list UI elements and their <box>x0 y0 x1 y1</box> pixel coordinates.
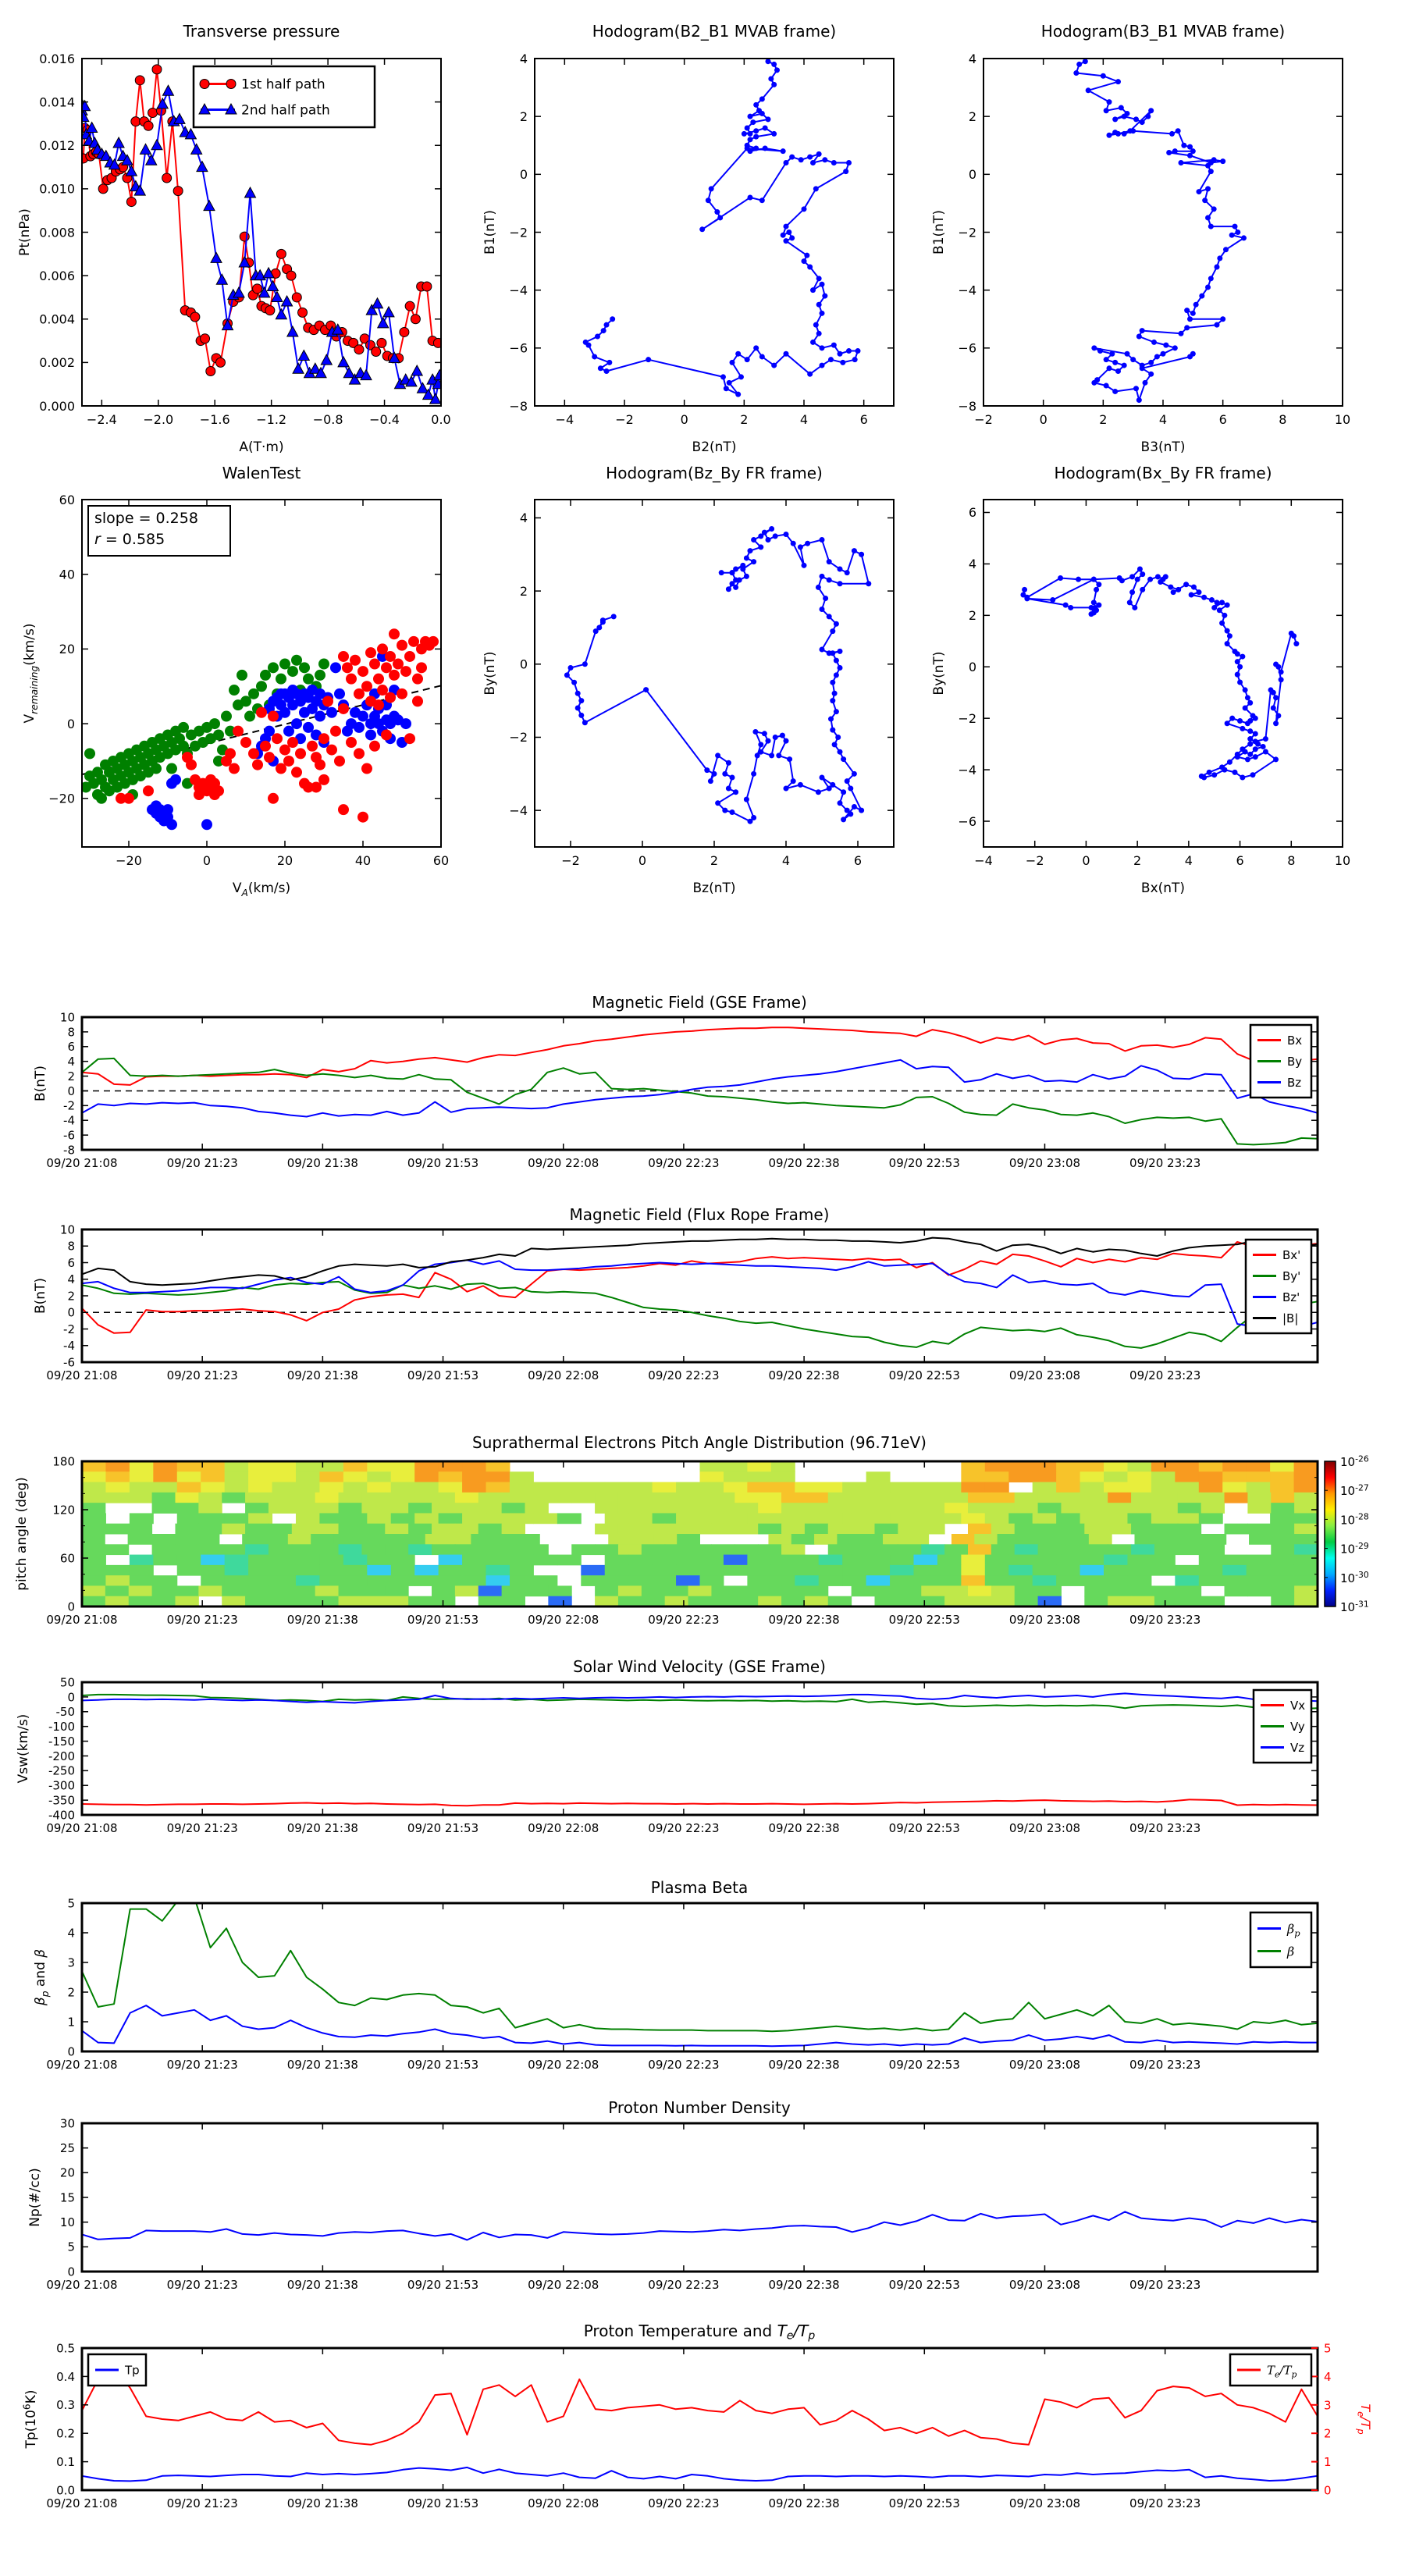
x-tick-label: 09/20 23:23 <box>1129 2496 1201 2510</box>
legend-label: Vy <box>1290 1719 1305 1734</box>
series-B <box>82 1897 1318 2031</box>
proton-temperature-panel <box>22 2341 1373 2510</box>
right-tick-label: 0 <box>1324 2483 1332 2498</box>
x-tick-label: 09/20 21:53 <box>407 1821 479 1835</box>
y-tick-label: −4 <box>509 802 528 818</box>
x-tick-label: 09/20 23:08 <box>1008 2496 1081 2510</box>
y-tick-label: -2 <box>63 1322 75 1336</box>
x-tick-label: 09/20 21:53 <box>407 2496 479 2510</box>
x-tick-label: 09/20 21:38 <box>286 2058 358 2072</box>
y-tick-label: 0 <box>968 660 976 675</box>
y-tick-label: −2 <box>958 710 976 726</box>
right-tick-label: 1 <box>1324 2455 1332 2470</box>
x-tick-label: 09/20 22:53 <box>888 2278 960 2292</box>
x-tick-label: 09/20 21:53 <box>407 2058 479 2072</box>
series-|B| <box>82 1238 1318 1286</box>
walen-test-panel <box>22 493 449 898</box>
x-tick-label: 09/20 23:08 <box>1008 2058 1081 2072</box>
x-tick-label: 09/20 23:08 <box>1008 1613 1081 1627</box>
y-tick-label: 0 <box>519 167 528 183</box>
y-tick-label: 40 <box>59 567 75 582</box>
series-Bp <box>82 2005 1318 2046</box>
x-tick-label: 09/20 23:23 <box>1129 2278 1201 2292</box>
x-tick-label: 8 <box>1279 412 1287 427</box>
x-tick-label: 09/20 21:53 <box>407 2278 479 2292</box>
x-tick-label: 8 <box>1287 853 1296 868</box>
y-tick-label: 0.1 <box>56 2455 75 2469</box>
x-tick-label: 09/20 21:38 <box>286 2496 358 2510</box>
solar-wind-velocity-legend <box>1254 1690 1311 1763</box>
proton-temperature-ylabel: $Tp(10^6K)$ <box>21 2389 39 2449</box>
x-tick-label: −4 <box>974 853 993 868</box>
x-tick-label: 09/20 22:38 <box>768 2058 840 2072</box>
y-tick-label: -150 <box>48 1734 75 1749</box>
x-tick-label: 0.0 <box>431 412 451 427</box>
x-tick-label: 09/20 23:08 <box>1008 1156 1081 1170</box>
y-tick-label: −2 <box>509 730 528 745</box>
y-tick-label: 4 <box>968 557 976 572</box>
colorbar-tick-label: $10^{-28}$ <box>1340 1511 1369 1528</box>
x-tick-label: 09/20 22:23 <box>648 2058 720 2072</box>
y-tick-label: 0.008 <box>39 225 75 240</box>
legend-label: By <box>1287 1054 1303 1069</box>
magnetic-field-fr-legend <box>1246 1240 1311 1333</box>
x-tick-label: 09/20 21:38 <box>286 1156 358 1170</box>
x-tick-label: 09/20 21:08 <box>46 1368 118 1382</box>
stats-line: slope = 0.258 <box>94 510 198 527</box>
x-tick-label: 09/20 23:08 <box>1008 1368 1081 1382</box>
y-tick-label: 0 <box>67 1599 75 1614</box>
magnetic-field-gse-panel <box>33 1010 1318 1170</box>
x-tick-label: 09/20 21:23 <box>166 2496 238 2510</box>
panel-title: Solar Wind Velocity (GSE Frame) <box>573 1657 826 1676</box>
y-tick-label: -6 <box>63 1355 75 1370</box>
x-tick-label: 09/20 22:23 <box>648 1613 720 1627</box>
y-tick-label: 0.004 <box>39 311 75 327</box>
panel-title: Hodogram(Bx_By FR frame) <box>1054 464 1272 482</box>
y-tick-label: -6 <box>63 1128 75 1143</box>
y-tick-label: -200 <box>48 1749 75 1763</box>
x-tick-label: 09/20 23:23 <box>1129 1156 1201 1170</box>
y-tick-label: 1 <box>67 2015 75 2030</box>
electron-pad-panel <box>14 1453 1369 1627</box>
y-tick-label: -100 <box>48 1720 75 1735</box>
plasma-beta-legend <box>1250 1912 1311 1967</box>
y-tick-label: 3 <box>67 1955 75 1970</box>
x-tick-label: 09/20 21:08 <box>46 1156 118 1170</box>
y-tick-label: 120 <box>52 1503 75 1517</box>
x-tick-label: 6 <box>1218 412 1227 427</box>
x-tick-label: 10 <box>1334 412 1351 427</box>
x-tick-label: −2.0 <box>143 412 174 427</box>
magnetic-field-gse-ylabel: B(nT) <box>33 1065 48 1102</box>
y-tick-label: −4 <box>509 283 528 298</box>
y-tick-label: −4 <box>958 762 976 777</box>
colorbar-tick-label: $10^{-30}$ <box>1340 1570 1369 1585</box>
y-tick-label: −8 <box>958 398 976 414</box>
y-tick-label: 0.010 <box>39 181 75 197</box>
x-tick-label: −4 <box>555 412 574 427</box>
plasma-beta-panel <box>33 1896 1318 2072</box>
y-tick-label: -250 <box>48 1763 75 1778</box>
y-tick-label: 0.006 <box>39 268 75 283</box>
legend-label: β <box>1287 1944 1295 1959</box>
proton-temperature-legend <box>88 2354 146 2386</box>
x-tick-label: 09/20 22:38 <box>768 1613 840 1627</box>
legend-label: Bz <box>1287 1075 1302 1090</box>
y-tick-label: 2 <box>519 109 528 124</box>
y-tick-label: 0 <box>67 1083 75 1098</box>
x-tick-label: 09/20 22:23 <box>648 1821 720 1835</box>
colorbar-tick-label: $10^{-27}$ <box>1340 1482 1369 1499</box>
y-tick-label: 0 <box>67 1690 75 1705</box>
series-Np <box>82 2211 1318 2240</box>
x-tick-label: 09/20 22:53 <box>888 2058 960 2072</box>
y-tick-label: −4 <box>958 283 976 298</box>
right-tick-label: 4 <box>1324 2369 1332 2384</box>
x-tick-label: −0.8 <box>312 412 343 427</box>
y-tick-label: 0.0 <box>56 2483 75 2498</box>
x-tick-label: 20 <box>276 853 293 868</box>
y-tick-label: 2 <box>67 1069 75 1083</box>
colorbar <box>1325 1461 1336 1606</box>
right-tick-label: 3 <box>1324 2398 1332 2413</box>
y-tick-label: −2 <box>958 225 976 240</box>
x-tick-label: −2 <box>561 853 580 868</box>
hodogram-bz-by-ylabel: By(nT) <box>482 651 498 696</box>
x-tick-label: 09/20 21:38 <box>286 1821 358 1835</box>
hodogram-bz-by-xlabel: Bz(nT) <box>692 881 736 896</box>
y-tick-label: 25 <box>59 2141 75 2156</box>
legend-label: Bz' <box>1282 1290 1300 1304</box>
panel-title: WalenTest <box>222 464 301 482</box>
plasma-beta-ylabel: $\beta_p$ and β <box>33 1948 51 2006</box>
y-tick-label: 15 <box>59 2190 75 2205</box>
x-tick-label: 09/20 21:08 <box>46 2058 118 2072</box>
x-tick-label: 09/20 21:23 <box>166 1368 238 1382</box>
series-Bx <box>82 1027 1318 1085</box>
y-tick-label: -4 <box>63 1113 75 1128</box>
walen-test-xlabel: $V_A(km/s)$ <box>232 881 291 898</box>
x-tick-label: −2.4 <box>86 412 117 427</box>
x-tick-label: 4 <box>799 412 809 427</box>
y-tick-label: 0 <box>66 716 75 731</box>
x-tick-label: 09/20 21:23 <box>166 2278 238 2292</box>
x-tick-label: 09/20 22:08 <box>528 2058 599 2072</box>
x-tick-label: 09/20 22:53 <box>888 1613 960 1627</box>
hodogram-b2-b1-panel <box>482 52 894 455</box>
series-B2_B1 <box>583 59 861 397</box>
right-tick-label: 5 <box>1324 2341 1332 2356</box>
legend-label: $\beta_p$ <box>1287 1921 1300 1939</box>
x-tick-label: 09/20 22:08 <box>528 2496 599 2510</box>
y-tick-label: -300 <box>48 1778 75 1793</box>
x-tick-label: 4 <box>781 853 791 868</box>
series-Tp <box>82 2467 1318 2482</box>
y-tick-label: 0.016 <box>39 51 75 66</box>
x-tick-label: 09/20 22:38 <box>768 2496 840 2510</box>
x-tick-label: 09/20 22:53 <box>888 1156 960 1170</box>
x-tick-label: 0 <box>1082 853 1090 868</box>
x-tick-label: 09/20 22:23 <box>648 1368 720 1382</box>
y-tick-label: 0.002 <box>39 355 75 371</box>
x-tick-label: 09/20 23:08 <box>1008 2278 1081 2292</box>
x-tick-label: 09/20 21:38 <box>286 2278 358 2292</box>
x-tick-label: 09/20 22:53 <box>888 1368 960 1382</box>
x-tick-label: 2 <box>1099 412 1108 427</box>
legend-label: Bx <box>1287 1033 1303 1048</box>
y-tick-label: −20 <box>48 791 75 806</box>
y-tick-label: 0 <box>519 656 528 672</box>
x-tick-label: 2 <box>740 412 749 427</box>
transverse-pressure-panel <box>17 52 451 455</box>
series-Bz_By <box>564 526 871 824</box>
x-tick-label: 09/20 22:08 <box>528 2278 599 2292</box>
x-tick-label: 09/20 21:23 <box>166 1613 238 1627</box>
x-tick-label: −20 <box>116 853 142 868</box>
y-tick-label: −6 <box>509 340 528 356</box>
series-Te/Tp <box>82 2368 1318 2445</box>
x-tick-label: 09/20 22:23 <box>648 2496 720 2510</box>
y-tick-label: 8 <box>67 1025 75 1040</box>
magnetic-field-fr-panel <box>33 1222 1318 1382</box>
proton-temperature-right-ylabel: $T_e/T_p$ <box>1355 2403 1373 2435</box>
y-tick-label: 60 <box>59 1551 75 1566</box>
hodogram-b3-b1-xlabel: B3(nT) <box>1140 439 1186 455</box>
y-tick-label: 60 <box>59 492 75 507</box>
transverse-pressure-legend <box>194 66 375 127</box>
y-tick-label: −6 <box>958 813 976 829</box>
hodogram-bx-by-panel <box>931 500 1350 896</box>
y-tick-label: 4 <box>67 1055 75 1069</box>
x-tick-label: 09/20 23:23 <box>1129 1368 1201 1382</box>
y-tick-label: 50 <box>59 1675 75 1690</box>
panel-title: Hodogram(B2_B1 MVAB frame) <box>592 22 837 41</box>
y-tick-label: 180 <box>52 1454 75 1469</box>
colorbar-tick-label: $10^{-26}$ <box>1340 1453 1369 1469</box>
hodogram-b2-b1-ylabel: B1(nT) <box>482 210 498 254</box>
solar-wind-velocity-panel <box>16 1675 1318 1835</box>
y-tick-label: 2 <box>519 583 528 599</box>
magnetic-field-fr-ylabel: B(nT) <box>33 1277 48 1315</box>
x-tick-label: 4 <box>1158 412 1168 427</box>
legend-label: 2nd half path <box>241 102 330 119</box>
electron-pad-ylabel: pitch angle (deg) <box>14 1477 30 1591</box>
x-tick-label: 0 <box>638 853 647 868</box>
series-Bz' <box>82 1260 1318 1329</box>
hodogram-bx-by-ylabel: By(nT) <box>931 651 947 696</box>
stats-line: r = 0.585 <box>94 531 165 548</box>
y-tick-label: 0 <box>67 1305 75 1320</box>
x-tick-label: −2 <box>1025 853 1044 868</box>
x-tick-label: 09/20 22:08 <box>528 1613 599 1627</box>
x-tick-label: 2 <box>1133 853 1142 868</box>
solar-wind-velocity-ylabel: Vsw(km/s) <box>16 1713 31 1784</box>
y-tick-label: -400 <box>48 1808 75 1823</box>
x-tick-label: 6 <box>859 412 868 427</box>
y-tick-label: 5 <box>67 1896 75 1911</box>
y-tick-label: -50 <box>55 1705 75 1720</box>
right-tick-label: 2 <box>1324 2426 1332 2441</box>
panel-title: Proton Temperature and Te/Tp <box>583 2322 816 2343</box>
panel-title: Magnetic Field (Flux Rope Frame) <box>569 1205 830 1224</box>
panel-title: Transverse pressure <box>183 22 340 41</box>
walen-test-ylabel: $V_{remaining}(km/s)$ <box>22 623 40 724</box>
transverse-pressure-xlabel: A(T·m) <box>239 439 284 455</box>
x-tick-label: 09/20 21:23 <box>166 1821 238 1835</box>
x-tick-label: 2 <box>710 853 719 868</box>
y-tick-label: 20 <box>59 642 75 657</box>
x-tick-label: 09/20 21:08 <box>46 2496 118 2510</box>
x-tick-label: 60 <box>432 853 450 868</box>
x-tick-label: 4 <box>1184 853 1193 868</box>
x-tick-label: 6 <box>853 853 863 868</box>
y-tick-label: −6 <box>958 340 976 356</box>
x-tick-label: 10 <box>1334 853 1351 868</box>
x-tick-label: 09/20 22:08 <box>528 1821 599 1835</box>
y-tick-label: 2 <box>968 608 976 624</box>
x-tick-label: 09/20 22:53 <box>888 2496 960 2510</box>
y-tick-label: 4 <box>519 511 528 526</box>
x-tick-label: 09/20 22:38 <box>768 1156 840 1170</box>
hodogram-b3-b1-panel <box>931 52 1350 455</box>
y-tick-label: 8 <box>67 1239 75 1254</box>
y-tick-label: −2 <box>509 225 528 240</box>
series-By' <box>82 1282 1318 1348</box>
x-tick-label: −0.4 <box>369 412 400 427</box>
x-tick-label: 09/20 21:53 <box>407 1368 479 1382</box>
x-tick-label: 09/20 23:23 <box>1129 1613 1201 1627</box>
legend-label: 1st half path <box>241 76 325 93</box>
y-tick-label: 2 <box>968 109 976 124</box>
x-tick-label: 09/20 22:38 <box>768 1368 840 1382</box>
x-tick-label: 09/20 22:08 <box>528 1368 599 1382</box>
x-tick-label: 40 <box>354 853 372 868</box>
y-tick-label: 0.3 <box>56 2398 75 2413</box>
hodogram-b2-b1-xlabel: B2(nT) <box>692 439 737 455</box>
x-tick-label: 09/20 21:08 <box>46 1821 118 1835</box>
x-tick-label: 09/20 21:53 <box>407 1156 479 1170</box>
x-tick-label: 0 <box>1039 412 1048 427</box>
y-tick-label: 20 <box>59 2165 75 2180</box>
x-tick-label: 09/20 22:38 <box>768 2278 840 2292</box>
y-tick-label: 0 <box>968 167 976 183</box>
y-tick-label: 30 <box>59 2116 75 2131</box>
x-tick-label: 09/20 22:23 <box>648 2278 720 2292</box>
legend-label: Tp <box>125 2363 140 2378</box>
proton-temperature-legend <box>1230 2354 1311 2386</box>
x-tick-label: 09/20 23:23 <box>1129 2058 1201 2072</box>
x-tick-label: 6 <box>1236 853 1244 868</box>
y-tick-label: -8 <box>63 1143 75 1158</box>
legend-label: By' <box>1282 1268 1301 1283</box>
proton-density-ylabel: Np(#/cc) <box>27 2168 43 2227</box>
y-tick-label: −8 <box>509 398 528 414</box>
y-tick-label: 2 <box>67 1985 75 2000</box>
x-tick-label: 09/20 21:53 <box>407 1613 479 1627</box>
x-tick-label: 09/20 23:23 <box>1129 1821 1201 1835</box>
y-tick-label: 10 <box>59 1222 75 1237</box>
x-tick-label: −2 <box>615 412 634 427</box>
panel-title: Proton Number Density <box>608 2098 791 2117</box>
y-tick-label: 0 <box>67 2265 75 2279</box>
legend-label: Vx <box>1290 1698 1306 1713</box>
x-tick-label: 09/20 22:53 <box>888 1821 960 1835</box>
hodogram-b3-b1-ylabel: B1(nT) <box>931 210 947 254</box>
y-tick-label: 0.2 <box>56 2426 75 2441</box>
legend-label: Vz <box>1290 1740 1305 1755</box>
proton-density-panel <box>27 2116 1318 2292</box>
x-tick-label: 0 <box>680 412 688 427</box>
panel-title: Hodogram(B3_B1 MVAB frame) <box>1040 22 1286 41</box>
series-B3_B1 <box>1073 59 1247 403</box>
series-Bx_By <box>1020 567 1299 781</box>
y-tick-label: 2 <box>67 1289 75 1304</box>
x-tick-label: −1.6 <box>199 412 230 427</box>
y-tick-label: 6 <box>968 505 976 521</box>
x-tick-label: 09/20 21:23 <box>166 1156 238 1170</box>
y-tick-label: 10 <box>59 2215 75 2230</box>
y-tick-label: 4 <box>519 51 528 66</box>
y-tick-label: -350 <box>48 1793 75 1808</box>
series-Bz <box>82 1060 1318 1117</box>
y-tick-label: 4 <box>968 51 976 66</box>
legend-label: |B| <box>1282 1311 1299 1325</box>
y-tick-label: 0.014 <box>39 94 75 110</box>
x-tick-label: 09/20 21:38 <box>286 1368 358 1382</box>
y-tick-label: -2 <box>63 1098 75 1113</box>
colorbar-tick-label: $10^{-31}$ <box>1340 1599 1369 1614</box>
x-tick-label: 09/20 22:08 <box>528 1156 599 1170</box>
y-tick-label: 5 <box>67 2240 75 2254</box>
x-tick-label: 09/20 21:38 <box>286 1613 358 1627</box>
panel-title: Hodogram(Bz_By FR frame) <box>606 464 823 482</box>
magnetic-field-gse-legend <box>1250 1025 1311 1098</box>
panel-title: Suprathermal Electrons Pitch Angle Distribution (96.71eV) <box>472 1433 927 1452</box>
series-Vx <box>82 1799 1318 1806</box>
y-tick-label: 0.4 <box>56 2369 75 2384</box>
y-tick-label: 0.000 <box>39 398 75 414</box>
y-tick-label: -4 <box>63 1339 75 1354</box>
x-tick-label: 09/20 21:08 <box>46 1613 118 1627</box>
panel-title: Plasma Beta <box>650 1878 749 1897</box>
transverse-pressure-ylabel: Pt(nPa) <box>17 208 33 256</box>
hodogram-bx-by-xlabel: Bx(nT) <box>1140 881 1186 896</box>
y-tick-label: 0.012 <box>39 138 75 154</box>
x-tick-label: 09/20 23:08 <box>1008 1821 1081 1835</box>
x-tick-label: 09/20 22:38 <box>768 1821 840 1835</box>
x-tick-label: 09/20 21:23 <box>166 2058 238 2072</box>
x-tick-label: 0 <box>202 853 212 868</box>
panel-title: Magnetic Field (GSE Frame) <box>592 993 807 1012</box>
y-tick-label: 0.5 <box>56 2341 75 2356</box>
x-tick-label: −1.2 <box>256 412 287 427</box>
y-tick-label: 4 <box>67 1926 75 1941</box>
legend-label: Bx' <box>1282 1247 1301 1262</box>
y-tick-label: 0 <box>67 2044 75 2059</box>
hodogram-bz-by-panel <box>482 500 894 896</box>
colorbar-tick-label: $10^{-29}$ <box>1340 1540 1369 1557</box>
y-tick-label: 10 <box>59 1010 75 1025</box>
y-tick-label: 6 <box>67 1255 75 1270</box>
x-tick-label: −2 <box>974 412 993 427</box>
x-tick-label: 09/20 22:23 <box>648 1156 720 1170</box>
y-tick-label: 6 <box>67 1040 75 1055</box>
x-tick-label: 09/20 21:08 <box>46 2278 118 2292</box>
legend-label: $T_e/T_p$ <box>1267 2363 1297 2380</box>
y-tick-label: 4 <box>67 1272 75 1287</box>
